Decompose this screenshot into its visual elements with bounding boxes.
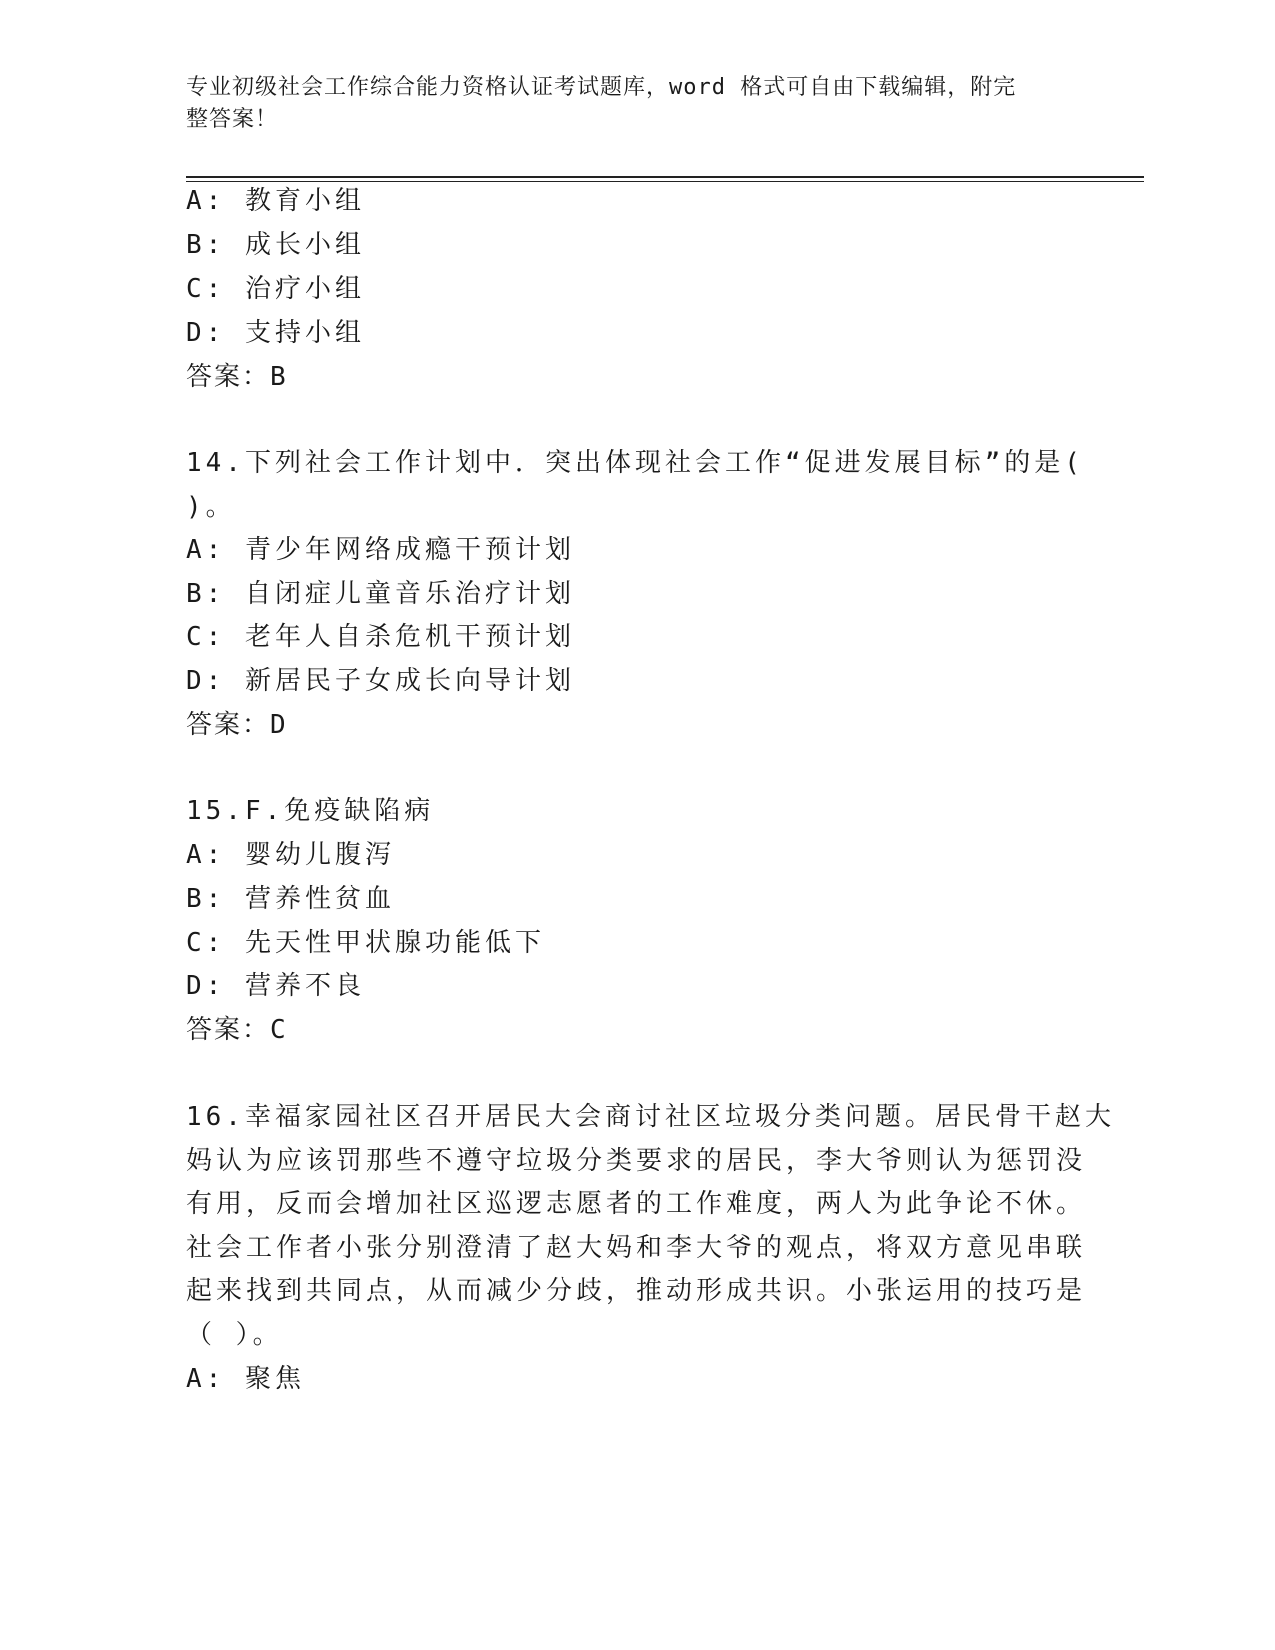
q16-option-a: A: 聚焦 xyxy=(186,1364,305,1394)
header-rule-thick xyxy=(186,176,1144,178)
q13-option-c: C: 治疗小组 xyxy=(186,274,365,304)
q15-answer: 答案：C xyxy=(186,1015,288,1045)
q16-stem-line-2: 妈认为应该罚那些不遵守垃圾分类要求的居民，李大爷则认为惩罚没 xyxy=(186,1146,1087,1176)
q15-option-b: B: 营养性贫血 xyxy=(186,884,395,914)
q14-stem-line-2: )。 xyxy=(186,492,236,522)
q13-option-d: D: 支持小组 xyxy=(186,318,365,348)
q13-option-a: A: 教育小组 xyxy=(186,186,365,216)
q15-option-a: A: 婴幼儿腹泻 xyxy=(186,840,395,870)
q15-option-d: D: 营养不良 xyxy=(186,971,365,1001)
q13-option-b: B: 成长小组 xyxy=(186,230,365,260)
q16-stem-line-1: 16.幸福家园社区召开居民大会商讨社区垃圾分类问题。居民骨干赵大 xyxy=(186,1102,1115,1132)
q16-stem-line-5: 起来找到共同点，从而减少分歧，推动形成共识。小张运用的技巧是 xyxy=(186,1276,1087,1306)
header-line-1: 专业初级社会工作综合能力资格认证考试题库，word 格式可自由下载编辑，附完 xyxy=(186,75,1017,100)
q15-stem: 15.F.免疫缺陷病 xyxy=(186,796,435,826)
q16-stem-line-4: 社会工作者小张分别澄清了赵大妈和李大爷的观点，将双方意见串联 xyxy=(186,1233,1087,1263)
header-rule-thin xyxy=(186,181,1144,182)
q14-stem-line-1: 14.下列社会工作计划中．突出体现社会工作“促进发展目标”的是( xyxy=(186,448,1084,478)
q14-option-d: D: 新居民子女成长向导计划 xyxy=(186,666,575,696)
q13-answer: 答案：B xyxy=(186,362,288,392)
q15-option-c: C: 先天性甲状腺功能低下 xyxy=(186,928,545,958)
header-line-2: 整答案！ xyxy=(186,107,279,132)
q14-option-c: C: 老年人自杀危机干预计划 xyxy=(186,622,575,652)
q16-stem-line-6: （ ）。 xyxy=(186,1320,283,1350)
q14-option-a: A: 青少年网络成瘾干预计划 xyxy=(186,535,575,565)
q14-answer: 答案：D xyxy=(186,710,288,740)
q14-option-b: B: 自闭症儿童音乐治疗计划 xyxy=(186,579,575,609)
document-header xyxy=(186,72,1066,136)
q16-stem-line-3: 有用，反而会增加社区巡逻志愿者的工作难度，两人为此争论不休。 xyxy=(186,1189,1087,1219)
